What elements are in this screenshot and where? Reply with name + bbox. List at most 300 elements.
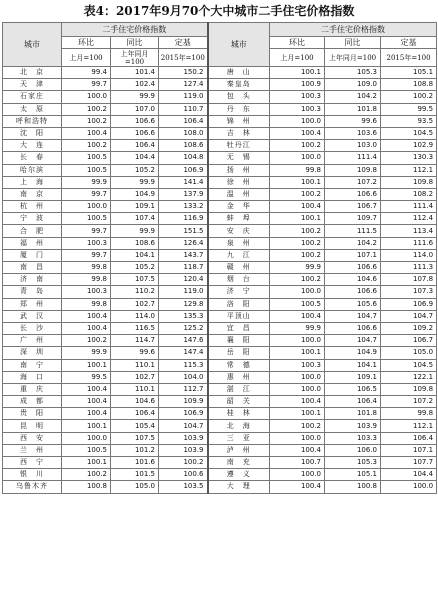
right-base-cell: 106.9 [381, 298, 437, 310]
left-mom-cell: 100.5 [62, 152, 111, 164]
left-mom-cell: 99.9 [62, 347, 111, 359]
left-yoy-cell: 99.9 [111, 91, 159, 103]
left-base-cell: 119.0 [159, 286, 208, 298]
left-mom-cell: 100.4 [62, 310, 111, 322]
right-city-cell: 大 理 [208, 481, 270, 493]
left-yoy-cell: 99.9 [111, 176, 159, 188]
left-mom-cell: 100.0 [62, 91, 111, 103]
right-base-cell: 104.4 [381, 469, 437, 481]
right-yoy-cell: 99.6 [325, 115, 381, 127]
right-city-cell: 洛 阳 [208, 298, 270, 310]
right-yoy-cell: 104.2 [325, 91, 381, 103]
left-yoy-cell: 101.6 [111, 457, 159, 469]
right-city-cell: 无 锡 [208, 152, 270, 164]
right-mom-cell: 100.0 [270, 469, 325, 481]
table-row [3, 115, 437, 127]
right-city-cell: 扬 州 [208, 164, 270, 176]
right-city-cell: 徐 州 [208, 176, 270, 188]
right-yoy-cell: 106.6 [325, 262, 381, 274]
right-city-cell: 锦 州 [208, 115, 270, 127]
right-mom-cell: 100.1 [270, 67, 325, 79]
left-base-cell: 108.0 [159, 127, 208, 139]
left-city-cell: 宁 波 [3, 213, 62, 225]
left-base-cell: 147.4 [159, 347, 208, 359]
right-base-cell: 111.3 [381, 262, 437, 274]
right-city-cell: 温 州 [208, 188, 270, 200]
right-mom-cell: 100.5 [270, 298, 325, 310]
right-mom-cell: 100.4 [270, 396, 325, 408]
right-mom-cell: 100.4 [270, 201, 325, 213]
right-base-cell: 112.1 [381, 420, 437, 432]
left-yoy-cell: 105.2 [111, 164, 159, 176]
left-mom-cell: 100.4 [62, 408, 111, 420]
table-row [3, 225, 437, 237]
left-base-cell: 109.9 [159, 396, 208, 408]
right-base-cell: 130.3 [381, 152, 437, 164]
left-base-cell: 103.9 [159, 432, 208, 444]
left-mom-cell: 100.1 [62, 457, 111, 469]
left-mom-cell: 100.2 [62, 335, 111, 347]
left-base-cell: 127.4 [159, 79, 208, 91]
right-city-cell: 常 德 [208, 359, 270, 371]
right-yoy-cell: 109.0 [325, 79, 381, 91]
right-yoy-cell: 105.1 [325, 469, 381, 481]
right-city-cell: 九 江 [208, 249, 270, 261]
table-row [3, 371, 437, 383]
right-base-cell: 107.3 [381, 286, 437, 298]
table-row [3, 310, 437, 322]
right-base-cell: 111.6 [381, 237, 437, 249]
right-mom-cell: 100.1 [270, 408, 325, 420]
left-city-cell: 太 原 [3, 103, 62, 115]
right-mom-cell: 100.4 [270, 444, 325, 456]
right-mom-cell: 100.3 [270, 359, 325, 371]
right-yoy-cell: 101.8 [325, 408, 381, 420]
left-base-cell: 106.9 [159, 164, 208, 176]
right-mom-cell: 100.0 [270, 371, 325, 383]
right-yoy-cell: 107.1 [325, 249, 381, 261]
left-mom-cell: 100.5 [62, 213, 111, 225]
table-row [3, 127, 437, 139]
right-mom-cell: 100.4 [270, 481, 325, 493]
right-yoy-cell: 111.4 [325, 152, 381, 164]
right-city-cell: 丹 东 [208, 103, 270, 115]
yoy-header-right: 同比 [325, 37, 381, 49]
right-yoy-cell: 106.6 [325, 286, 381, 298]
left-yoy-cell: 110.1 [111, 359, 159, 371]
left-city-cell: 长 沙 [3, 322, 62, 334]
left-city-cell: 石家庄 [3, 91, 62, 103]
right-base-cell: 109.2 [381, 322, 437, 334]
left-city-cell: 成 都 [3, 396, 62, 408]
right-mom-cell: 100.0 [270, 383, 325, 395]
right-mom-cell: 100.4 [270, 310, 325, 322]
right-city-cell: 三 亚 [208, 432, 270, 444]
right-yoy-cell: 109.1 [325, 371, 381, 383]
right-yoy-cell: 106.4 [325, 396, 381, 408]
right-yoy-cell: 111.5 [325, 225, 381, 237]
left-city-cell: 乌鲁木齐 [3, 481, 62, 493]
left-yoy-cell: 114.0 [111, 310, 159, 322]
table-row [3, 201, 437, 213]
right-mom-cell: 100.0 [270, 115, 325, 127]
left-yoy-cell: 101.5 [111, 469, 159, 481]
left-mom-cell: 99.7 [62, 249, 111, 261]
left-base-cell: 115.3 [159, 359, 208, 371]
left-city-cell: 贵 阳 [3, 408, 62, 420]
left-city-cell: 合 肥 [3, 225, 62, 237]
right-base-cell: 112.1 [381, 164, 437, 176]
table-row [3, 322, 437, 334]
left-city-cell: 长 春 [3, 152, 62, 164]
left-city-cell: 呼和浩特 [3, 115, 62, 127]
left-city-cell: 昆 明 [3, 420, 62, 432]
table-row [3, 420, 437, 432]
left-city-cell: 郑 州 [3, 298, 62, 310]
left-base-cell: 118.7 [159, 262, 208, 274]
index-group-header-right: 二手住宅价格指数 [270, 23, 437, 37]
left-base-cell: 106.9 [159, 408, 208, 420]
table-row [3, 359, 437, 371]
right-yoy-cell: 106.0 [325, 444, 381, 456]
left-yoy-cell: 109.1 [111, 201, 159, 213]
left-yoy-cell: 104.6 [111, 396, 159, 408]
left-base-cell: 104.0 [159, 371, 208, 383]
left-mom-cell: 99.8 [62, 274, 111, 286]
right-base-cell: 107.7 [381, 457, 437, 469]
left-city-cell: 南 昌 [3, 262, 62, 274]
table-row [3, 91, 437, 103]
right-yoy-cell: 103.0 [325, 140, 381, 152]
right-yoy-cell: 105.6 [325, 298, 381, 310]
table-row [3, 286, 437, 298]
right-base-cell: 106.7 [381, 335, 437, 347]
yoy-header-left: 同比 [111, 37, 159, 49]
left-mom-cell: 99.9 [62, 176, 111, 188]
left-city-cell: 大 连 [3, 140, 62, 152]
table-body [3, 67, 437, 494]
left-base-cell: 143.7 [159, 249, 208, 261]
left-city-cell: 青 岛 [3, 286, 62, 298]
mom-header-right: 环比 [270, 37, 325, 49]
right-mom-cell: 100.1 [270, 176, 325, 188]
right-city-cell: 蚌 埠 [208, 213, 270, 225]
city-header-left: 城市 [3, 23, 62, 67]
right-yoy-cell: 104.6 [325, 274, 381, 286]
left-yoy-cell: 101.2 [111, 444, 159, 456]
right-mom-cell: 99.9 [270, 322, 325, 334]
right-city-cell: 牡丹江 [208, 140, 270, 152]
left-city-cell: 西 安 [3, 432, 62, 444]
left-base-cell: 150.2 [159, 67, 208, 79]
left-base-cell: 137.9 [159, 188, 208, 200]
city-header-right: 城市 [208, 23, 270, 67]
left-mom-cell: 99.5 [62, 371, 111, 383]
base-header-right: 定基 [381, 37, 437, 49]
left-mom-cell: 99.7 [62, 225, 111, 237]
table-row [3, 262, 437, 274]
right-base-cell: 104.7 [381, 310, 437, 322]
table-row [3, 176, 437, 188]
left-yoy-cell: 105.0 [111, 481, 159, 493]
left-city-cell: 广 州 [3, 335, 62, 347]
left-yoy-cell: 102.4 [111, 79, 159, 91]
left-base-cell: 133.2 [159, 201, 208, 213]
table-row [3, 249, 437, 261]
right-base-cell: 99.8 [381, 408, 437, 420]
left-yoy-cell: 107.5 [111, 274, 159, 286]
left-mom-cell: 99.8 [62, 262, 111, 274]
right-base-cell: 122.1 [381, 371, 437, 383]
left-mom-cell: 100.1 [62, 420, 111, 432]
right-city-cell: 宜 昌 [208, 322, 270, 334]
right-yoy-cell: 107.2 [325, 176, 381, 188]
right-base-cell: 113.4 [381, 225, 437, 237]
right-mom-cell: 100.7 [270, 457, 325, 469]
left-yoy-cell: 108.6 [111, 237, 159, 249]
right-city-cell: 北 海 [208, 420, 270, 432]
table-row [3, 396, 437, 408]
left-mom-cell: 100.2 [62, 140, 111, 152]
left-city-cell: 海 口 [3, 371, 62, 383]
left-yoy-cell: 104.4 [111, 152, 159, 164]
right-yoy-cell: 106.7 [325, 201, 381, 213]
left-base-cell: 129.8 [159, 298, 208, 310]
right-yoy-cell: 104.1 [325, 359, 381, 371]
left-yoy-cell: 106.6 [111, 115, 159, 127]
left-yoy-cell: 104.1 [111, 249, 159, 261]
table-row [3, 237, 437, 249]
left-yoy-cell: 107.0 [111, 103, 159, 115]
right-city-cell: 赣 州 [208, 262, 270, 274]
left-mom-cell: 100.5 [62, 444, 111, 456]
right-mom-cell: 100.2 [270, 274, 325, 286]
left-city-cell: 厦 门 [3, 249, 62, 261]
right-mom-cell: 100.0 [270, 432, 325, 444]
left-base-cell: 110.7 [159, 103, 208, 115]
right-yoy-cell: 105.3 [325, 67, 381, 79]
left-mom-cell: 99.7 [62, 188, 111, 200]
left-city-cell: 天 津 [3, 79, 62, 91]
left-city-cell: 兰 州 [3, 444, 62, 456]
right-mom-cell: 100.2 [270, 225, 325, 237]
table-row [3, 103, 437, 115]
table-row [3, 79, 437, 91]
left-base-cell: 126.4 [159, 237, 208, 249]
left-base-cell: 103.5 [159, 481, 208, 493]
right-city-cell: 南 充 [208, 457, 270, 469]
left-yoy-cell: 101.4 [111, 67, 159, 79]
right-city-cell: 烟 台 [208, 274, 270, 286]
base-unit-right: 2015年=100 [381, 49, 437, 67]
left-city-cell: 济 南 [3, 274, 62, 286]
right-city-cell: 吉 林 [208, 127, 270, 139]
table-row [3, 188, 437, 200]
table-row [3, 335, 437, 347]
right-city-cell: 岳 阳 [208, 347, 270, 359]
left-city-cell: 武 汉 [3, 310, 62, 322]
right-yoy-cell: 103.3 [325, 432, 381, 444]
right-yoy-cell: 104.7 [325, 335, 381, 347]
right-yoy-cell: 104.9 [325, 347, 381, 359]
left-mom-cell: 100.4 [62, 322, 111, 334]
left-base-cell: 104.7 [159, 420, 208, 432]
left-base-cell: 100.6 [159, 469, 208, 481]
base-unit-left: 2015年=100 [159, 49, 208, 67]
left-base-cell: 108.6 [159, 140, 208, 152]
right-city-cell: 泸 州 [208, 444, 270, 456]
left-yoy-cell: 107.5 [111, 432, 159, 444]
table-row [3, 274, 437, 286]
yoy-unit-right: 上年同月=100 [325, 49, 381, 67]
right-city-cell: 金 华 [208, 201, 270, 213]
left-city-cell: 南 京 [3, 188, 62, 200]
right-yoy-cell: 105.3 [325, 457, 381, 469]
right-yoy-cell: 103.6 [325, 127, 381, 139]
left-mom-cell: 100.8 [62, 481, 111, 493]
table-row [3, 432, 437, 444]
left-city-cell: 北 京 [3, 67, 62, 79]
right-mom-cell: 100.3 [270, 91, 325, 103]
right-base-cell: 105.1 [381, 67, 437, 79]
right-yoy-cell: 101.8 [325, 103, 381, 115]
right-city-cell: 遵 义 [208, 469, 270, 481]
right-base-cell: 100.0 [381, 481, 437, 493]
right-yoy-cell: 104.2 [325, 237, 381, 249]
right-mom-cell: 100.2 [270, 237, 325, 249]
right-yoy-cell: 109.8 [325, 164, 381, 176]
left-yoy-cell: 106.6 [111, 127, 159, 139]
right-city-cell: 济 宁 [208, 286, 270, 298]
mom-unit-right: 上月=100 [270, 49, 325, 67]
right-mom-cell: 100.0 [270, 286, 325, 298]
right-base-cell: 105.0 [381, 347, 437, 359]
right-city-cell: 平顶山 [208, 310, 270, 322]
left-city-cell: 哈尔滨 [3, 164, 62, 176]
table-row [3, 152, 437, 164]
right-city-cell: 惠 州 [208, 371, 270, 383]
left-mom-cell: 100.2 [62, 103, 111, 115]
left-base-cell: 141.4 [159, 176, 208, 188]
right-city-cell: 桂 林 [208, 408, 270, 420]
right-mom-cell: 100.2 [270, 140, 325, 152]
right-city-cell: 湛 江 [208, 383, 270, 395]
right-mom-cell: 100.2 [270, 420, 325, 432]
left-mom-cell: 100.2 [62, 115, 111, 127]
right-base-cell: 108.2 [381, 188, 437, 200]
table-row [3, 164, 437, 176]
left-mom-cell: 99.4 [62, 67, 111, 79]
left-base-cell: 116.9 [159, 213, 208, 225]
right-base-cell: 114.0 [381, 249, 437, 261]
mom-unit-left: 上月=100 [62, 49, 111, 67]
left-yoy-cell: 102.7 [111, 371, 159, 383]
price-index-table [2, 22, 437, 494]
table-row [3, 140, 437, 152]
left-mom-cell: 100.1 [62, 359, 111, 371]
right-mom-cell: 100.0 [270, 152, 325, 164]
base-header-left: 定基 [159, 37, 208, 49]
right-base-cell: 107.8 [381, 274, 437, 286]
left-yoy-cell: 106.4 [111, 408, 159, 420]
right-city-cell: 唐 山 [208, 67, 270, 79]
right-base-cell: 107.2 [381, 396, 437, 408]
right-mom-cell: 100.1 [270, 213, 325, 225]
left-city-cell: 杭 州 [3, 201, 62, 213]
right-yoy-cell: 109.7 [325, 213, 381, 225]
left-base-cell: 100.2 [159, 457, 208, 469]
right-city-cell: 安 庆 [208, 225, 270, 237]
right-mom-cell: 100.0 [270, 335, 325, 347]
left-yoy-cell: 106.4 [111, 140, 159, 152]
right-base-cell: 104.5 [381, 127, 437, 139]
left-base-cell: 119.0 [159, 91, 208, 103]
table-row [3, 298, 437, 310]
right-mom-cell: 100.9 [270, 79, 325, 91]
left-base-cell: 151.5 [159, 225, 208, 237]
right-base-cell: 106.4 [381, 432, 437, 444]
left-yoy-cell: 110.2 [111, 286, 159, 298]
right-yoy-cell: 103.9 [325, 420, 381, 432]
right-city-cell: 襄 阳 [208, 335, 270, 347]
left-yoy-cell: 102.7 [111, 298, 159, 310]
left-city-cell: 重 庆 [3, 383, 62, 395]
right-base-cell: 111.4 [381, 201, 437, 213]
table-title: 表4：2017年9月70个大中城市二手住宅价格指数 [83, 4, 355, 18]
right-base-cell: 104.5 [381, 359, 437, 371]
left-mom-cell: 99.8 [62, 298, 111, 310]
left-yoy-cell: 116.5 [111, 322, 159, 334]
right-mom-cell: 99.9 [270, 262, 325, 274]
left-yoy-cell: 105.2 [111, 262, 159, 274]
right-base-cell: 108.8 [381, 79, 437, 91]
right-city-cell: 秦皇岛 [208, 79, 270, 91]
left-city-cell: 沈 阳 [3, 127, 62, 139]
left-yoy-cell: 99.9 [111, 225, 159, 237]
left-city-cell: 银 川 [3, 469, 62, 481]
left-mom-cell: 100.4 [62, 383, 111, 395]
right-base-cell: 107.1 [381, 444, 437, 456]
left-base-cell: 106.4 [159, 115, 208, 127]
left-base-cell: 147.6 [159, 335, 208, 347]
left-base-cell: 120.4 [159, 274, 208, 286]
right-base-cell: 100.2 [381, 91, 437, 103]
left-yoy-cell: 114.7 [111, 335, 159, 347]
left-yoy-cell: 107.4 [111, 213, 159, 225]
left-yoy-cell: 104.9 [111, 188, 159, 200]
table-row [3, 457, 437, 469]
left-base-cell: 125.2 [159, 322, 208, 334]
right-mom-cell: 100.4 [270, 127, 325, 139]
right-mom-cell: 100.2 [270, 249, 325, 261]
right-yoy-cell: 106.6 [325, 322, 381, 334]
left-city-cell: 西 宁 [3, 457, 62, 469]
right-city-cell: 包 头 [208, 91, 270, 103]
left-city-cell: 深 圳 [3, 347, 62, 359]
left-yoy-cell: 105.4 [111, 420, 159, 432]
left-base-cell: 135.3 [159, 310, 208, 322]
left-mom-cell: 100.4 [62, 127, 111, 139]
table-row [3, 481, 437, 493]
right-city-cell: 泉 州 [208, 237, 270, 249]
left-mom-cell: 100.0 [62, 201, 111, 213]
right-yoy-cell: 106.6 [325, 188, 381, 200]
table-row [3, 383, 437, 395]
left-base-cell: 103.9 [159, 444, 208, 456]
left-yoy-cell: 110.1 [111, 383, 159, 395]
right-mom-cell: 100.3 [270, 103, 325, 115]
yoy-unit-left: 上年同月=100 [111, 49, 159, 67]
